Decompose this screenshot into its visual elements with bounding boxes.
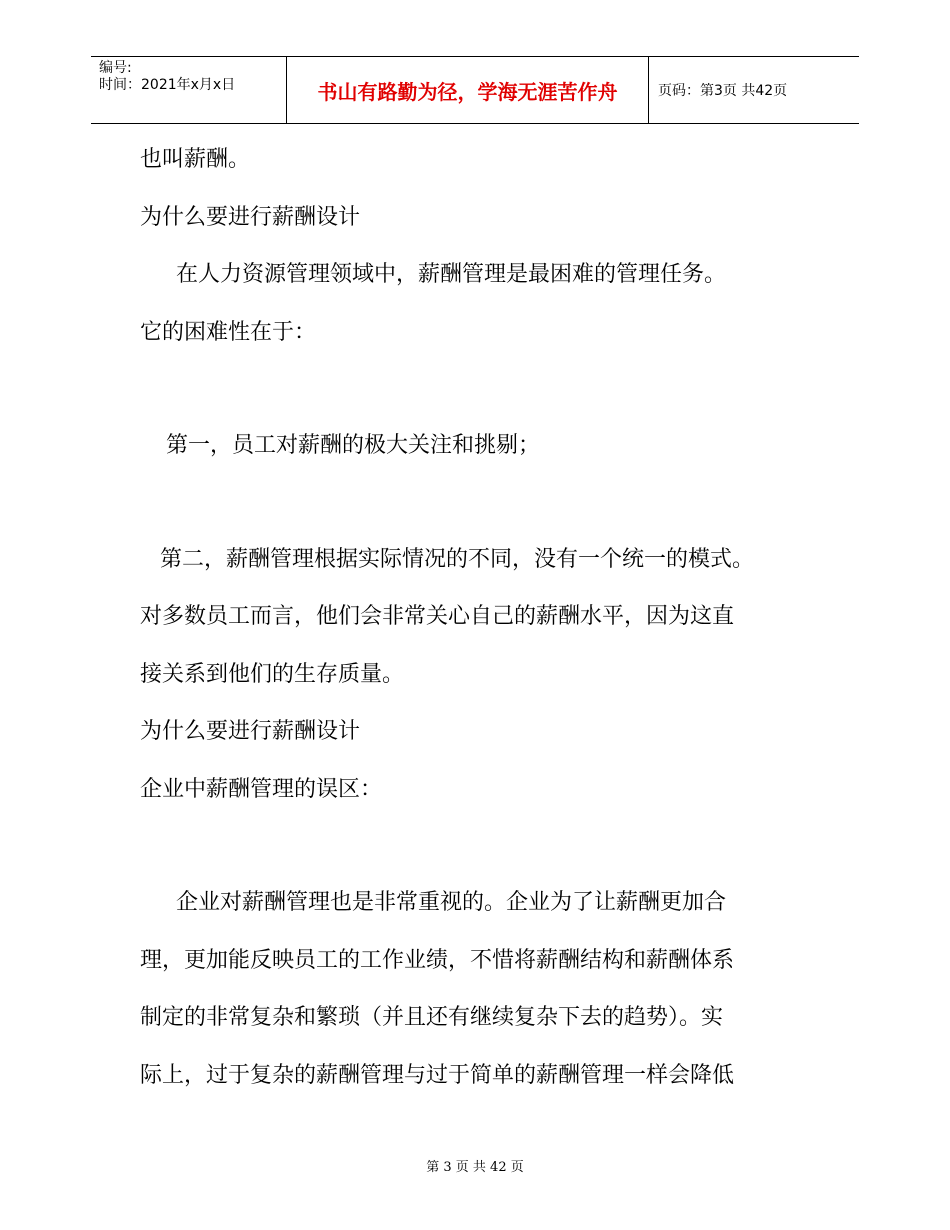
footer-page-number: 第 3 页 共 42 页 bbox=[426, 1160, 524, 1175]
paragraph-line: 际上，过于复杂的薪酬管理与过于简单的薪酬管理一样会降低 bbox=[140, 1062, 735, 1088]
page-header bbox=[91, 56, 859, 124]
paragraph-line: 它的困难性在于： bbox=[140, 319, 317, 345]
page-info: 页码：第3页 共42页 bbox=[658, 83, 788, 99]
number-label: 编号: bbox=[99, 60, 132, 76]
header-meta-cell bbox=[91, 57, 287, 123]
page-footer bbox=[0, 1156, 950, 1175]
section-heading: 为什么要进行薪酬设计 bbox=[140, 719, 361, 744]
paragraph-line: 也叫薪酬。 bbox=[140, 147, 251, 172]
time-label: 时间：2021年x月x日 bbox=[99, 77, 236, 93]
section-heading: 为什么要进行薪酬设计 bbox=[140, 204, 361, 230]
document-body bbox=[140, 142, 820, 1115]
paragraph-line: 理，更加能反映员工的工作业绩，不惜将薪酬结构和薪酬体系 bbox=[140, 947, 735, 973]
paragraph-line: 接关系到他们的生存质量。 bbox=[140, 661, 405, 687]
paragraph-line: 第二，薪酬管理根据实际情况的不同，没有一个统一的模式。 bbox=[160, 546, 755, 572]
header-motto-cell bbox=[287, 57, 649, 123]
paragraph-line: 第一，员工对薪酬的极大关注和挑剔； bbox=[144, 433, 541, 458]
paragraph-line: 对多数员工而言，他们会非常关心自己的薪酬水平，因为这直 bbox=[140, 604, 735, 629]
header-page-cell bbox=[649, 57, 859, 123]
paragraph-line: 企业对薪酬管理也是非常重视的。企业为了让薪酬更加合 bbox=[154, 890, 727, 915]
motto-text: 书山有路勤为径，学海无涯苦作舟 bbox=[317, 79, 618, 104]
paragraph-line: 企业中薪酬管理的误区： bbox=[140, 776, 383, 802]
paragraph-line: 在人力资源管理领域中，薪酬管理是最困难的管理任务。 bbox=[154, 262, 727, 287]
paragraph-line: 制定的非常复杂和繁琐（并且还有继续复杂下去的趋势）。实 bbox=[140, 1005, 724, 1030]
